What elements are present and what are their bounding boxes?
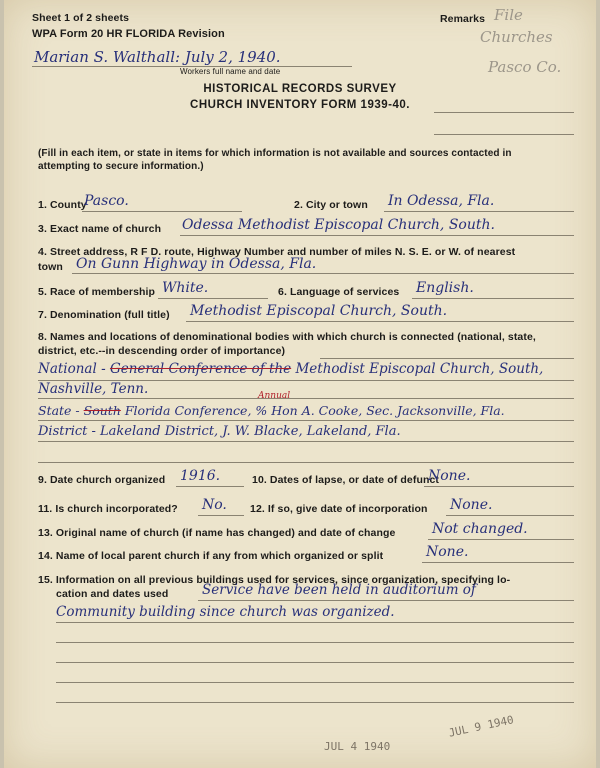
item-15-label-1: 15. Information on all previous buildings used for services, since organization, specifying lo- (38, 574, 511, 586)
document-page (4, 0, 596, 768)
remarks-note-churches: Churches (480, 28, 553, 46)
item-4-label-1: 4. Street address, R F D. route, Highway Number and number of miles N. S. E. or W. of nearest (38, 246, 516, 258)
remarks-label: Remarks (440, 13, 486, 25)
item-12-label: 12. If so, give date of incorporation (250, 503, 428, 515)
item-3-value: Odessa Methodist Episcopal Church, South. (182, 217, 495, 233)
item-10-value: None. (428, 468, 471, 484)
item-14-value: None. (426, 544, 469, 560)
item-8-state-body: Conference, % Hon A. Cooke, Sec. Jacksonville, Fla. (174, 403, 505, 418)
item-7-value: Methodist Episcopal Church, South. (190, 303, 448, 319)
item-11-label: 11. Is church incorporated? (38, 503, 178, 515)
item-8-line1 (38, 361, 543, 377)
item-13-value: Not changed. (432, 521, 528, 537)
item-8-insert: Annual (258, 391, 291, 401)
instructions-line1: (Fill in each item, or state in items for which information is not available and sources contacted in (38, 148, 512, 159)
item-8-line4: District - Lakeland District, J. W. Blacke, Lakeland, Fla. (38, 424, 401, 439)
worker-name-date: Marian S. Walthall: July 2, 1940. (34, 48, 281, 66)
item-8-struck-text: General Conference of the (109, 361, 292, 377)
item-8-state-name: Florida (124, 403, 171, 418)
form-title-line2: CHURCH INVENTORY FORM 1939-40. (190, 99, 410, 111)
item-8-national-label: National - (38, 361, 106, 377)
item-4-value: On Gunn Highway in Odessa, Fla. (76, 256, 317, 272)
sheet-number: Sheet 1 of 2 sheets (32, 12, 130, 24)
item-6-label: 6. Language of services (278, 286, 400, 298)
item-8-line2: Nashville, Tenn. (38, 381, 149, 397)
item-8-struck-south: South (83, 403, 121, 418)
item-8-line3 (38, 403, 505, 418)
item-15-value-1: Service have been held in auditorium of (202, 582, 476, 598)
item-13-label: 13. Original name of church (if name has changed) and date of change (38, 527, 396, 539)
received-stamp-1: JUL 4 1940 (324, 740, 391, 753)
item-9-value: 1916. (180, 468, 221, 484)
item-2-value: In Odessa, Fla. (388, 193, 495, 209)
remarks-note-county: Pasco Co. (488, 58, 562, 76)
item-9-label: 9. Date church organized (38, 474, 166, 486)
item-8-state-label: State - (38, 403, 80, 418)
item-11-value: No. (202, 497, 227, 513)
item-5-label: 5. Race of membership (38, 286, 156, 298)
item-3-label: 3. Exact name of church (38, 223, 162, 235)
item-8-label-2: district, etc.--in descending order of importance) (38, 345, 286, 357)
remarks-note-file: File (494, 6, 523, 24)
worker-caption: Workers full name and date (180, 67, 281, 76)
item-1-value: Pasco. (84, 193, 129, 209)
received-stamp-2: JUL 9 1940 (447, 713, 515, 740)
item-8-label-1: 8. Names and locations of denominational bodies with which church is connected (national, state, (38, 331, 536, 343)
item-5-value: White. (162, 280, 209, 296)
item-15-value-2: Community building since church was organized. (56, 604, 395, 620)
item-7-label: 7. Denomination (full title) (38, 309, 170, 321)
item-15-label-2: cation and dates used (56, 588, 169, 600)
item-12-value: None. (450, 497, 493, 513)
item-6-value: English. (416, 280, 474, 296)
item-14-label: 14. Name of local parent church if any from which organized or split (38, 550, 384, 562)
form-title-line1: HISTORICAL RECORDS SURVEY (203, 83, 397, 95)
form-id: WPA Form 20 HR FLORIDA Revision (32, 28, 225, 40)
item-2-label: 2. City or town (294, 199, 368, 211)
instructions-line2: attempting to secure information.) (38, 161, 204, 172)
item-4-label-2: town (38, 261, 63, 273)
item-8-national-body: Methodist Episcopal Church, South, (295, 361, 544, 377)
item-10-label: 10. Dates of lapse, or date of defunct (252, 474, 440, 486)
item-1-label: 1. County (38, 199, 87, 211)
